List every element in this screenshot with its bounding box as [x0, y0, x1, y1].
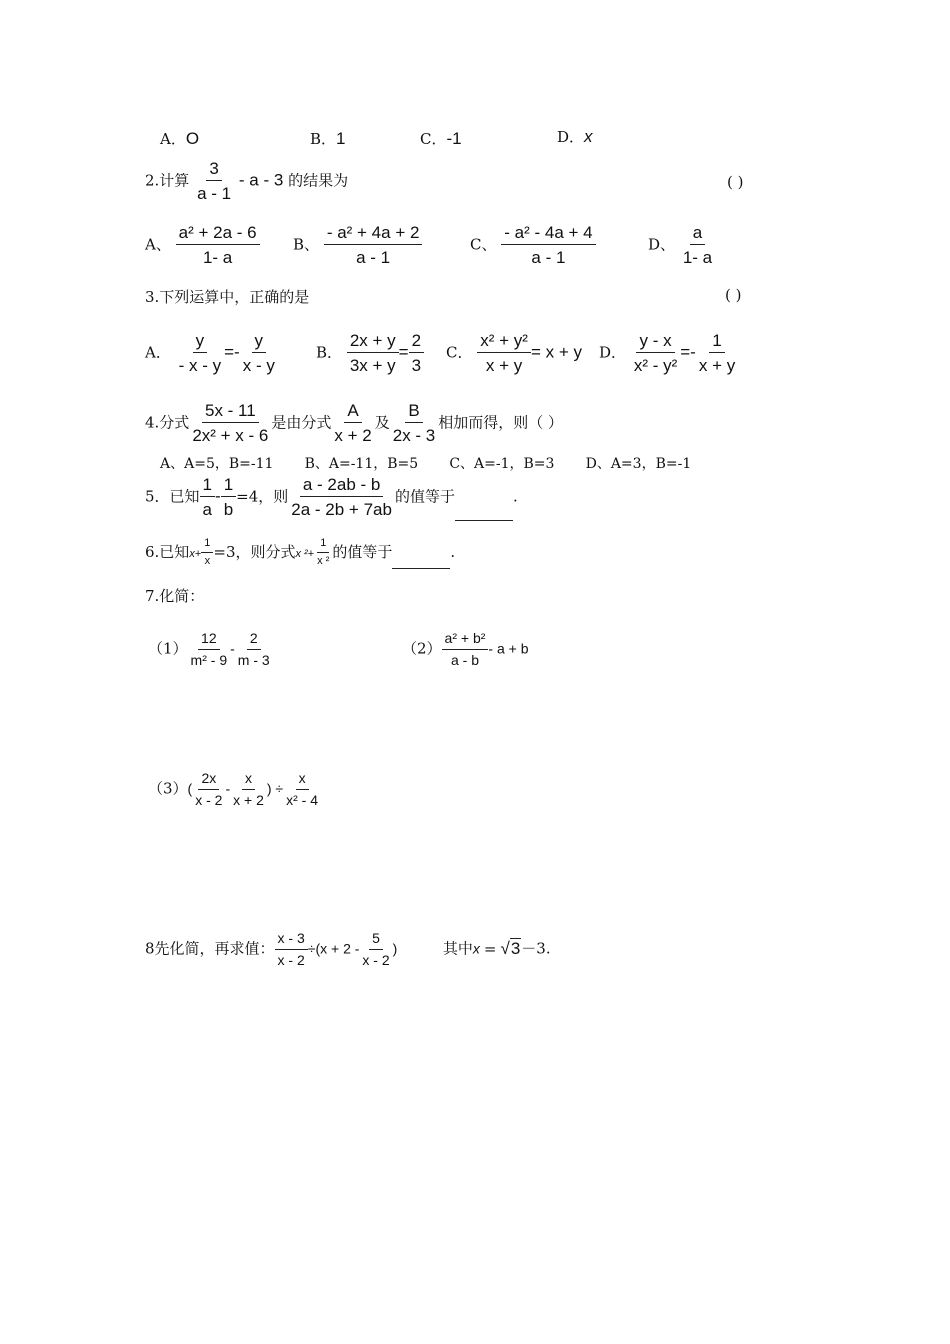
q6-plus2: + — [307, 547, 315, 560]
frac-num: B — [405, 400, 422, 423]
q6-x2: x ² — [295, 547, 308, 560]
frac-num: a² + b² — [442, 630, 489, 650]
q6-eq: =3，则分式 — [213, 542, 296, 561]
frac-num: 2x + y — [347, 330, 399, 353]
q5-end: . — [512, 487, 518, 506]
q2-option-label: B、 — [293, 235, 320, 254]
q1-option-d — [557, 126, 593, 147]
q5-eq: =4，则 — [236, 487, 289, 506]
q4-fraction-b — [390, 400, 439, 447]
frac-num: 1 — [200, 474, 215, 497]
q3-d-right — [696, 330, 738, 377]
q2-option-fraction — [680, 222, 715, 269]
frac-num: 1 — [201, 537, 213, 553]
q7-p3-frac-1 — [192, 770, 225, 809]
q2-option-a — [145, 222, 260, 269]
q1-a-label: A． — [160, 130, 186, 148]
frac-num: x² + y² — [477, 330, 531, 353]
frac-num: - a² + 4a + 2 — [324, 222, 423, 245]
q3-b-right — [409, 330, 424, 377]
q2-tail: - a - 3 — [238, 170, 284, 190]
q4-mid: 是由分式 — [271, 413, 332, 432]
q7-p3-minus: - — [225, 780, 231, 797]
q5-frac-1 — [200, 474, 215, 521]
q8-close: ) — [392, 940, 398, 957]
frac-den: a — [202, 500, 213, 520]
q5-prefix: 5．已知 — [145, 487, 200, 506]
frac-den: - x - y — [178, 356, 222, 376]
q8-tail: －3. — [521, 939, 551, 958]
frac-den: x - y — [242, 356, 275, 376]
q3-stem: 3.下列运算中，正确的是 — [145, 288, 310, 306]
frac-den: x + 2 — [334, 426, 372, 446]
q4-options: A、A=5，B=-11 B、A=-11，B=5 C、A=-1，B=3 D、A=3，B=-1 — [160, 456, 692, 472]
q5-frac-2 — [221, 474, 236, 521]
frac-den: x - 2 — [277, 951, 305, 968]
q1-c-label: C． — [420, 130, 447, 148]
frac-den: a - b — [450, 651, 479, 668]
q5-minus: - — [215, 486, 221, 506]
frac-num: 5 — [369, 930, 383, 950]
q4-and: 及 — [374, 413, 390, 432]
q2-frac-den: a - 1 — [197, 184, 232, 204]
q1-options — [160, 128, 199, 149]
q2-option-label: D、 — [648, 235, 676, 254]
q2-answer-paren: ( ) — [727, 173, 744, 191]
q3-c-label: C． — [446, 343, 473, 362]
q3-a-eq: =- — [224, 342, 240, 362]
frac-den: m - 3 — [237, 651, 270, 668]
q7-p2-tail: - a + b — [488, 640, 529, 657]
q3-option-a — [145, 330, 278, 377]
q8-radicand: 3 — [510, 938, 521, 958]
q7-p3-frac-2 — [230, 770, 267, 809]
q2-option-label: A、 — [145, 235, 171, 254]
q6-end: . — [450, 542, 456, 561]
q3-answer-paren: ( ) — [725, 286, 742, 304]
q4-suffix: 相加而得，则（ ） — [438, 413, 564, 432]
frac-den: a - 1 — [531, 248, 566, 268]
q8-frac-1 — [275, 930, 308, 969]
q5-stem — [145, 474, 518, 521]
q8-prefix: 8先化简，再求值： — [145, 939, 275, 958]
q3-a-right — [240, 330, 278, 377]
q7-p2-label: （2） — [402, 639, 442, 658]
frac-num: 2 — [409, 330, 424, 353]
frac-num: 1 — [317, 537, 329, 553]
q2-option-fraction — [324, 222, 423, 269]
q7-p1-minus: - — [230, 640, 235, 657]
q8-eq: = — [483, 939, 497, 958]
frac-den: x — [204, 554, 211, 567]
q3-c-left — [477, 330, 531, 377]
q2-option-fraction — [176, 222, 260, 269]
frac-den: x² - y² — [633, 356, 678, 376]
q4-stem — [145, 400, 563, 447]
frac-num: y — [193, 330, 208, 353]
frac-den: x - 2 — [195, 791, 223, 808]
frac-num: y - x — [636, 330, 674, 353]
frac-den: 3x + y — [349, 356, 396, 376]
frac-den: 1- a — [202, 248, 233, 268]
q1-d-value: x — [584, 127, 593, 146]
q6-prefix: 6.已知 — [145, 542, 190, 561]
q3-a-left — [176, 330, 225, 377]
frac-num: a — [690, 222, 705, 245]
q7-p1-frac-2 — [235, 630, 273, 669]
q8-div: ÷(x + 2 - — [307, 940, 360, 957]
q3-c-eq: = x + y — [530, 342, 582, 362]
q1-a-value: O — [185, 129, 200, 148]
q7-p3-open: ( — [187, 780, 193, 797]
frac-num: y — [252, 330, 267, 353]
frac-den: x + 2 — [233, 791, 264, 808]
q1-option-c — [420, 128, 462, 149]
q6-stem — [145, 537, 455, 569]
q8-sqrt: √3 — [500, 938, 521, 958]
frac-num: 2x — [198, 770, 219, 790]
q7-p3-close: ) ÷ — [266, 780, 284, 797]
q8-where: 其中 — [442, 939, 473, 958]
frac-num: - a² - 4a + 4 — [501, 222, 595, 245]
q7-p2-frac — [442, 630, 489, 669]
q2-option-label: C、 — [470, 235, 497, 254]
q3-option-b — [316, 330, 424, 377]
q1-option-b — [310, 128, 346, 149]
q4-fraction — [189, 400, 271, 447]
q6-frac — [201, 537, 213, 569]
frac-num: 12 — [198, 630, 220, 650]
q7-part-2 — [402, 630, 529, 669]
frac-den: 2a - 2b + 7ab — [291, 500, 392, 520]
q7-p1-label: （1） — [148, 639, 188, 658]
q4-fraction-a — [331, 400, 374, 447]
q6-frac2 — [314, 537, 332, 569]
q3-b-eq: = — [398, 342, 409, 362]
frac-num: a² + 2a - 6 — [176, 222, 260, 245]
q1-c-value: -1 — [446, 129, 462, 148]
q3-d-left — [631, 330, 680, 377]
q1-d-label: D． — [557, 128, 585, 146]
frac-den: x ² — [317, 554, 330, 567]
frac-den: a - 1 — [356, 248, 391, 268]
q3-d-label: D． — [599, 343, 627, 362]
frac-den: 2x² + x - 6 — [192, 426, 269, 446]
q3-d-eq: =- — [680, 342, 696, 362]
q2-prefix: 2.计算 — [145, 171, 190, 190]
frac-den: m² - 9 — [190, 651, 228, 668]
q2-stem — [145, 158, 348, 205]
q6-suffix: 的值等于 — [332, 542, 393, 561]
q8-stem — [145, 930, 551, 969]
frac-num: 2 — [247, 630, 261, 650]
q6-plus: + — [194, 547, 202, 560]
q2-option-c — [470, 222, 596, 269]
q7-part-1 — [148, 630, 273, 669]
q1-b-label: B． — [310, 130, 337, 148]
q8-frac-2 — [359, 930, 392, 969]
frac-den: x² - 4 — [286, 791, 319, 808]
q4-prefix: 4.分式 — [145, 413, 190, 432]
q2-option-d — [648, 222, 715, 269]
q2-option-fraction — [501, 222, 595, 269]
frac-den: 3 — [411, 356, 422, 376]
q3-a-label: A． — [145, 343, 171, 362]
frac-num: x — [242, 770, 255, 790]
q5-suffix: 的值等于 — [394, 487, 455, 506]
q2-option-b — [293, 222, 422, 269]
q3-option-c — [446, 330, 582, 377]
frac-den: 2x - 3 — [392, 426, 436, 446]
q7-p3-frac-3 — [283, 770, 321, 809]
q6-x: x — [189, 547, 195, 560]
frac-num: x — [296, 770, 309, 790]
frac-num: 1 — [709, 330, 724, 353]
frac-den: 1- a — [682, 248, 713, 268]
frac-den: x + y — [485, 356, 523, 376]
q2-suffix: 的结果为 — [288, 171, 349, 190]
q2-fraction — [194, 158, 234, 205]
q8-x: x — [472, 940, 480, 957]
q5-answer-blank[interactable] — [455, 520, 513, 521]
q7-part-3 — [148, 770, 321, 809]
q6-answer-blank[interactable] — [392, 568, 450, 569]
q5-expression — [288, 474, 395, 521]
frac-den: x + y — [698, 356, 736, 376]
q3-b-left — [347, 330, 399, 377]
frac-den: x - 2 — [362, 951, 390, 968]
frac-num: a - 2ab - b — [300, 474, 384, 497]
q1-b-value: 1 — [336, 129, 346, 148]
q7-p1-frac-1 — [188, 630, 231, 669]
q2-frac-num: 3 — [206, 158, 221, 181]
frac-num: x - 3 — [275, 930, 308, 950]
q7-p3-label: （3） — [148, 779, 188, 798]
frac-den: b — [223, 500, 234, 520]
q3-option-d — [599, 330, 738, 377]
frac-num: A — [344, 400, 361, 423]
frac-num: 1 — [221, 474, 236, 497]
q3-b-label: B． — [316, 343, 343, 362]
frac-num: 5x - 11 — [202, 400, 259, 423]
q7-title: 7.化简： — [145, 587, 205, 605]
